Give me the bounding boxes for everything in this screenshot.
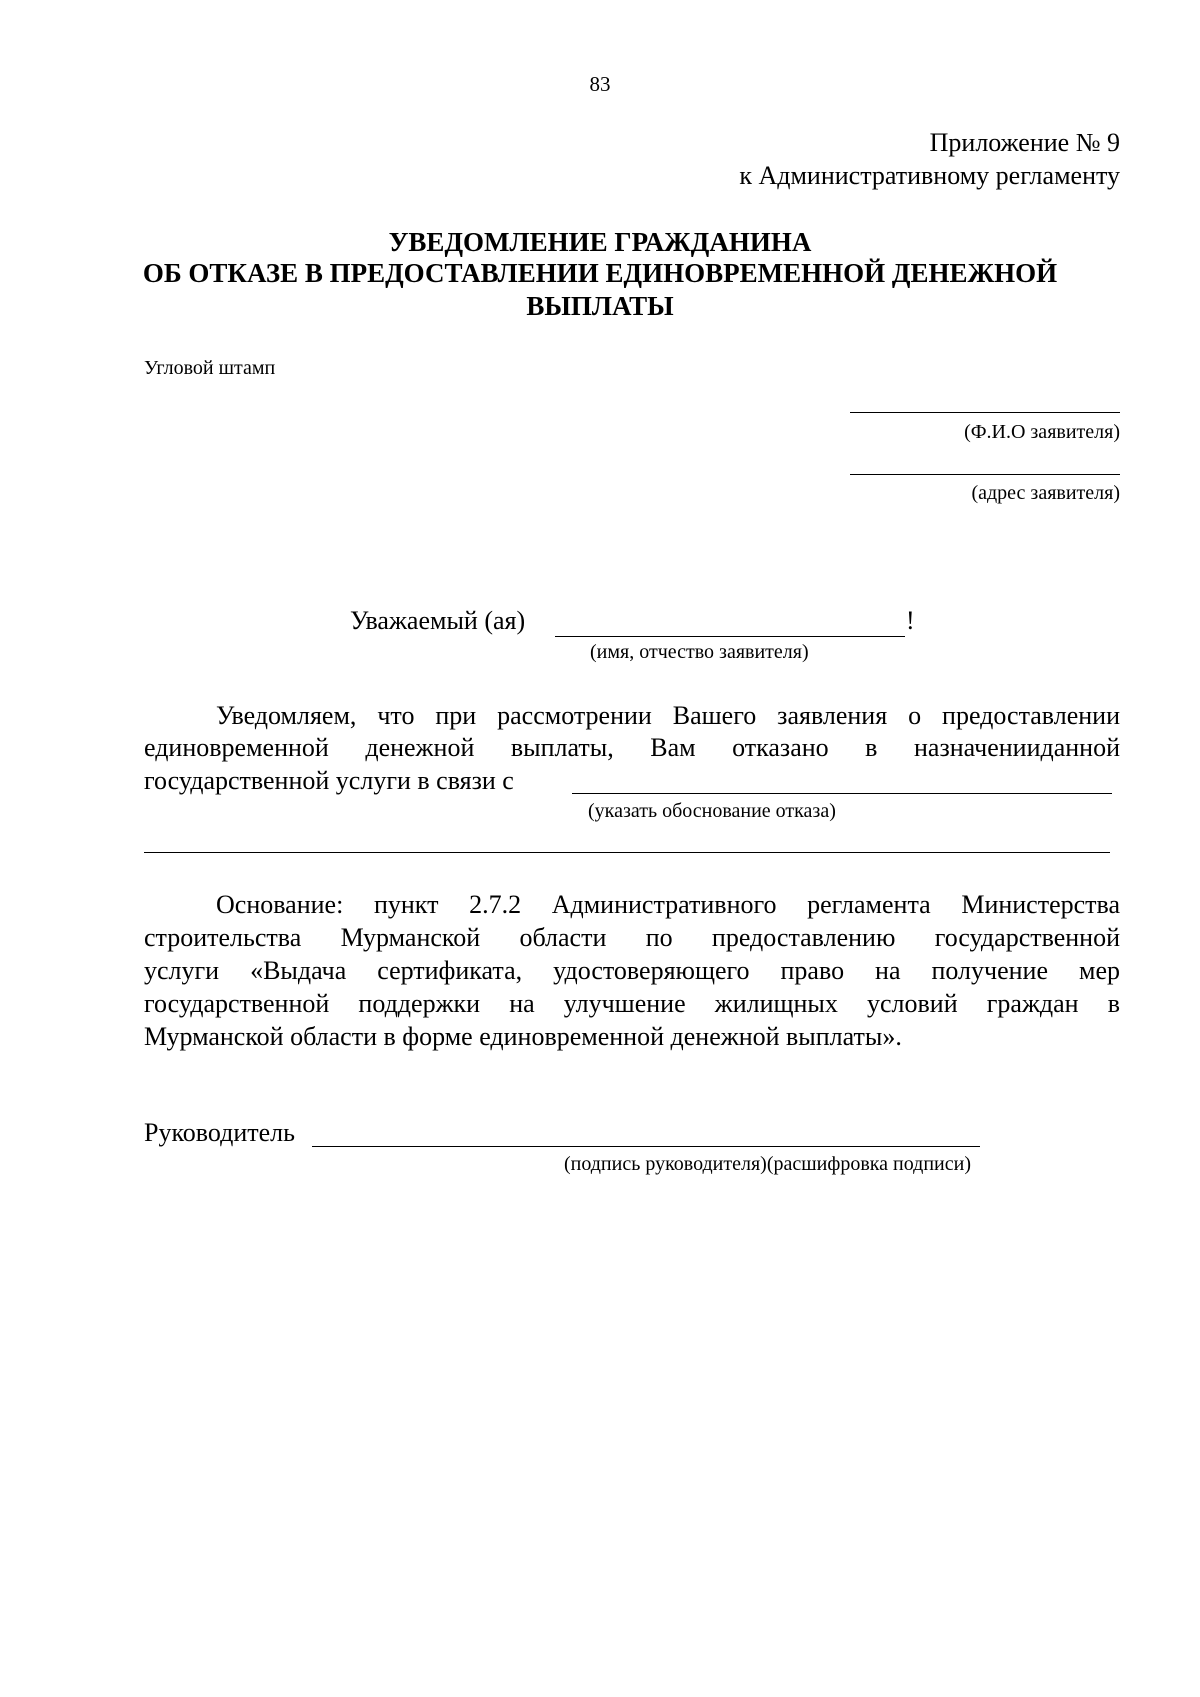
- basis-line-3: услуги «Выдача сертификата, удостоверяющего право на получение мер: [144, 956, 1120, 985]
- refusal-reason-caption: (указать обоснование отказа): [588, 800, 836, 822]
- signature-caption: (подпись руководителя)(расшифровка подписи): [563, 1153, 971, 1175]
- corner-stamp-label: Угловой штамп: [144, 357, 276, 379]
- greeting-name-line: [555, 636, 905, 637]
- applicant-address-line: [850, 474, 1120, 475]
- notice-line-3: государственной услуги в связи с: [144, 766, 514, 795]
- applicant-address-caption: (адрес заявителя): [971, 482, 1120, 504]
- document-title-line-1: УВЕДОМЛЕНИЕ ГРАЖДАНИНА: [388, 227, 812, 257]
- refusal-reason-line: [572, 793, 1112, 794]
- notice-line-2: единовременной денежной выплаты, Вам отказано в назначенииданной: [144, 733, 1120, 762]
- document-title-line-3: ВЫПЛАТЫ: [526, 291, 674, 321]
- applicant-fio-line: [850, 412, 1120, 413]
- applicant-fio-caption: (Ф.И.О заявителя): [964, 421, 1120, 443]
- basis-line-1: Основание: пункт 2.7.2 Административного регламента Министерства: [216, 890, 1120, 919]
- document-title-line-2: ОБ ОТКАЗЕ В ПРЕДОСТАВЛЕНИИ ЕДИНОВРЕМЕННОЙ ДЕНЕЖНОЙ: [142, 258, 1058, 288]
- notice-line-1: Уведомляем, что при рассмотрении Вашего заявления о предоставлении: [216, 701, 1120, 730]
- greeting-text: Уважаемый (ая): [350, 606, 526, 635]
- signature-label: Руководитель: [144, 1118, 295, 1147]
- basis-line-2: строительства Мурманской области по предоставлению государственной: [144, 923, 1120, 952]
- page-number: 83: [589, 72, 611, 96]
- appendix-reference: к Административному регламенту: [739, 161, 1120, 190]
- signature-line: [312, 1146, 980, 1147]
- basis-line-4: государственной поддержки на улучшение жилищных условий граждан в: [144, 989, 1120, 1018]
- greeting-exclamation: !: [906, 606, 915, 635]
- greeting-name-caption: (имя, отчество заявителя): [590, 641, 809, 663]
- refusal-reason-continuation-line: [144, 852, 1110, 853]
- basis-line-5: Мурманской области в форме единовременной денежной выплаты».: [144, 1022, 902, 1051]
- appendix-number: Приложение № 9: [929, 128, 1120, 157]
